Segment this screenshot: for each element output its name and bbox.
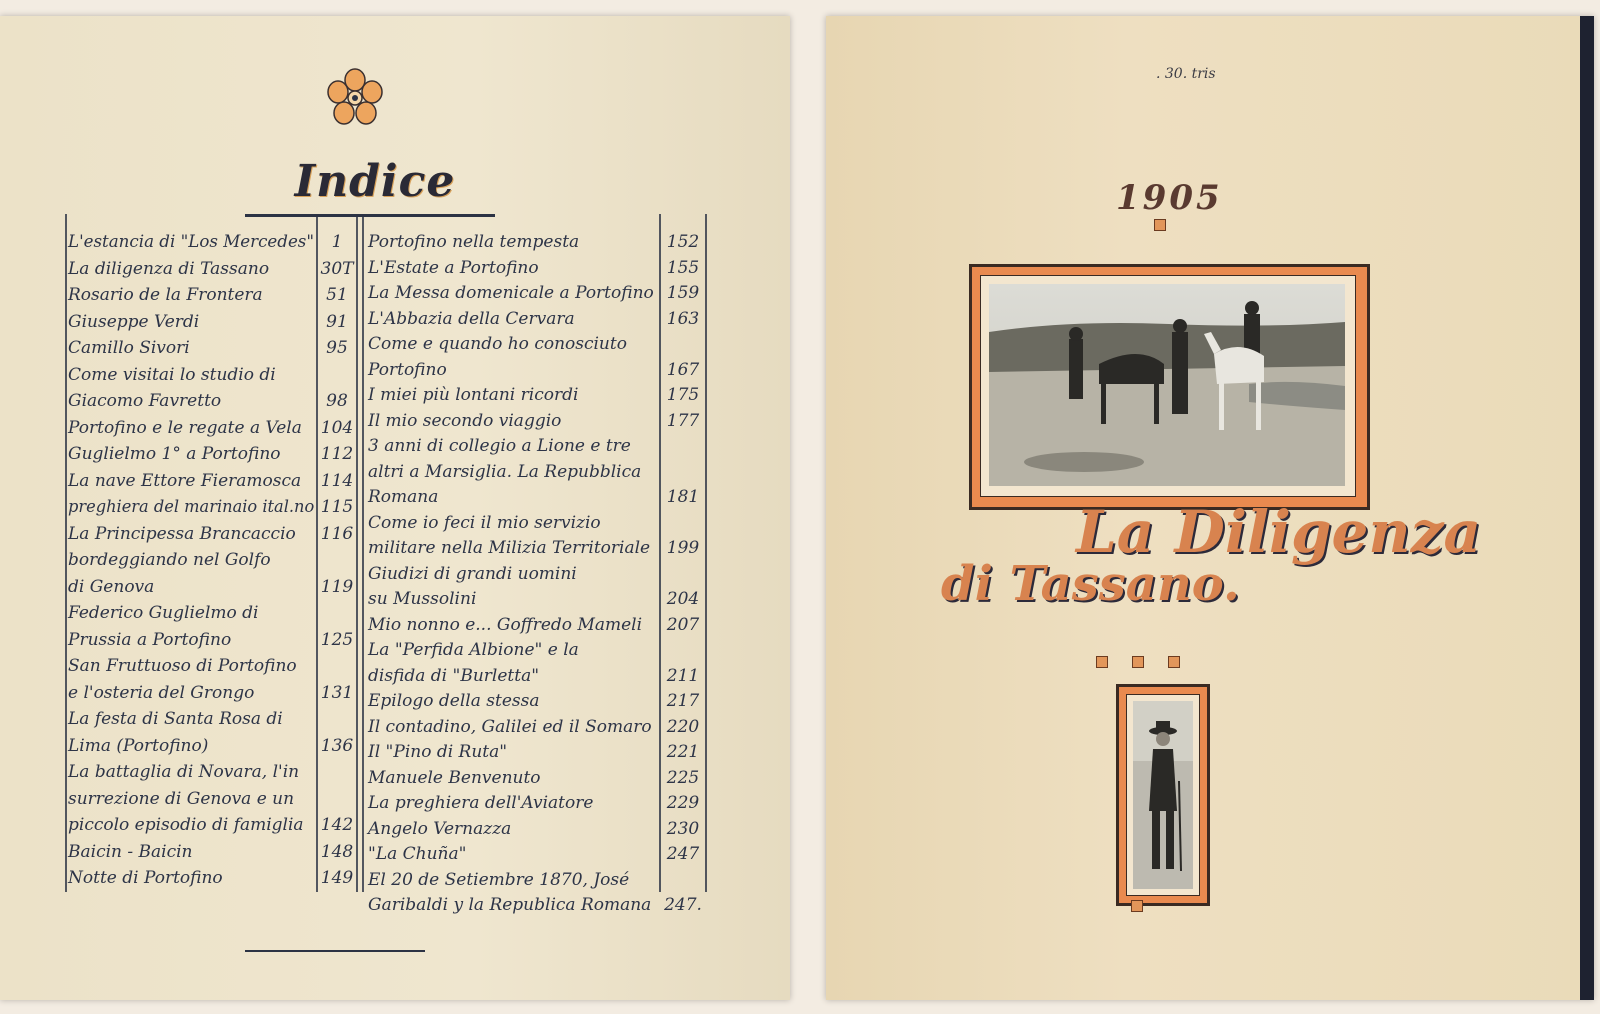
index-entry-title: Come io feci il mio servizio <box>368 512 601 533</box>
index-entry-title: Federico Guglielmo di <box>68 603 259 623</box>
index-entry-page: 125 <box>320 629 354 650</box>
index-entry-title: Portofino <box>368 359 447 380</box>
index-entry-title: militare nella Milizia Territoriale <box>368 538 651 558</box>
index-entry-page: 230 <box>666 818 700 839</box>
index-entry-title: Manuele Benvenuto <box>368 767 541 788</box>
index-entry-page: 177 <box>666 410 700 431</box>
index-entry-page: 95 <box>326 338 348 358</box>
index-entry-title: 3 anni di collegio a Lione e tre <box>368 436 631 456</box>
index-entry-title: e l'osteria del Grongo <box>68 682 255 703</box>
index-entry-page: 199 <box>666 538 700 558</box>
index-entry-title: Il mio secondo viaggio <box>368 410 562 431</box>
chapter-year: 1905 <box>1116 178 1223 218</box>
index-entry-page: 131 <box>320 682 354 703</box>
index-entry-page: 30T <box>320 258 354 279</box>
index-title: Indice <box>294 156 456 207</box>
index-entry-title: Epilogo della stessa <box>368 691 540 711</box>
index-entry-page: 136 <box>320 735 354 756</box>
index-entry-page: 247 <box>666 844 700 864</box>
index-entry-page: 181 <box>666 487 700 507</box>
index-entry-page: 115 <box>320 497 354 517</box>
index-entry-page: 155 <box>666 257 700 278</box>
index-entry-page: 149 <box>320 868 354 888</box>
index-entry-title: La battaglia di Novara, l'in <box>68 762 300 782</box>
cube-ornament-icon <box>1168 656 1180 668</box>
index-entry-title: altri a Marsiglia. La Repubblica <box>368 461 642 482</box>
index-entry-title: Lima (Portofino) <box>68 735 209 756</box>
index-entry-title: Angelo Vernazza <box>368 818 512 839</box>
index-entry-title: Giuseppe Verdi <box>68 311 200 332</box>
index-entry-page: 229 <box>666 793 700 813</box>
index-entry-title: Notte di Portofino <box>68 868 223 888</box>
photo-frame-diligence <box>969 264 1370 510</box>
index-entry-title: preghiera del marinaio ital.no <box>68 497 315 517</box>
index-entry-page: 112 <box>320 444 354 464</box>
index-entry-page: 159 <box>666 283 700 303</box>
index-entry-page: 220 <box>666 716 700 737</box>
index-entry-page: 1 <box>331 232 343 252</box>
index-entry-page: 148 <box>320 841 354 862</box>
index-entry-page: 91 <box>326 311 348 332</box>
index-entry-title: L'estancia di "Los Mercedes" <box>68 232 315 252</box>
index-entry-title: La Messa domenicale a Portofino <box>368 283 654 303</box>
index-entry-title: Rosario de la Frontera <box>68 285 263 305</box>
chapter-title-line1: La Diligenza <box>1076 498 1482 566</box>
index-entry-page: 225 <box>666 767 700 788</box>
diligence-photo <box>989 284 1345 486</box>
index-entry-page: 175 <box>666 385 700 405</box>
index-entry-page: 51 <box>326 285 348 305</box>
index-entry-title: Romana <box>368 487 439 507</box>
bottom-rule <box>245 950 425 952</box>
index-entry-page: 116 <box>320 523 354 544</box>
index-entry-page: 167 <box>666 359 700 380</box>
index-entry-page: 142 <box>320 815 354 835</box>
index-entry-title: La diligenza di Tassano <box>68 258 270 279</box>
index-entry-title: La Principessa Brancaccio <box>68 523 296 544</box>
portrait-photo <box>1133 701 1193 889</box>
index-entry-title: Giudizi di grandi uomini <box>368 563 577 584</box>
right-page <box>826 16 1594 1000</box>
index-entry-title: Come visitai lo studio di <box>68 364 276 385</box>
index-entry-page: 114 <box>320 470 354 491</box>
cube-ornament-icon <box>1096 656 1108 668</box>
index-entry-title: Mio nonno e... Goffredo Mameli <box>368 614 643 635</box>
index-entry-title: Giacomo Favretto <box>68 391 222 411</box>
index-entry-title: L'Estate a Portofino <box>368 257 539 278</box>
page-number: . 30. tris <box>1156 66 1216 82</box>
index-entry-title: Camillo Sivori <box>68 338 190 358</box>
cube-ornament-icon <box>1154 219 1166 231</box>
left-page <box>0 16 790 1000</box>
index-entry-title: El 20 de Setiembre 1870, José <box>368 869 630 890</box>
index-entry-title: Il contadino, Galilei ed il Somaro <box>368 716 652 737</box>
index-entry-title: Portofino e le regate a Vela <box>68 417 302 438</box>
index-entry-title: Baicin - Baicin <box>68 841 193 862</box>
chapter-title-line2: di Tassano. <box>941 556 1240 612</box>
index-entry-page: 204 <box>666 589 700 609</box>
index-entry-title: La nave Ettore Fieramosca <box>68 470 302 491</box>
photo-frame-portrait <box>1116 684 1210 906</box>
index-entry-title: Guglielmo 1° a Portofino <box>68 444 281 464</box>
index-entry-title: Portofino nella tempesta <box>368 232 580 252</box>
index-entry-page: 221 <box>666 742 700 762</box>
index-entry-page: 98 <box>326 391 348 411</box>
index-entry-title: di Genova <box>68 576 155 597</box>
index-entry-page: 104 <box>320 417 354 438</box>
index-entry-title: su Mussolini <box>368 589 477 609</box>
index-entry-title: San Fruttuoso di Portofino <box>68 656 297 676</box>
index-entry-title: disfida di "Burletta" <box>368 665 540 686</box>
index-entry-page: 217 <box>666 691 700 711</box>
index-entry-title: piccolo episodio di famiglia <box>68 815 304 835</box>
index-entry-page: 211 <box>666 665 700 686</box>
index-entry-title: I miei più lontani ricordi <box>368 385 579 405</box>
index-entry-title: bordeggiando nel Golfo <box>68 550 271 570</box>
index-entry-title: La festa di Santa Rosa di <box>68 709 283 729</box>
index-entry-title: L'Abbazia della Cervara <box>368 308 575 329</box>
cube-ornament-icon <box>1132 656 1144 668</box>
index-entry-page: 163 <box>666 308 700 329</box>
index-entry-page: 207 <box>666 614 700 635</box>
index-entry-title: Prussia a Portofino <box>68 629 232 650</box>
index-entry-page: 152 <box>666 232 700 252</box>
index-entry-title: surrezione di Genova e un <box>68 788 295 809</box>
index-entry-title: "La Chuña" <box>368 844 467 864</box>
index-entry-page: 247. <box>664 895 702 915</box>
index-entry-title: Come e quando ho conosciuto <box>368 334 627 354</box>
index-entry-title: La "Perfida Albione" e la <box>368 640 579 660</box>
index-entry-title: Garibaldi y la Republica Romana <box>368 895 652 915</box>
index-entry-title: Il "Pino di Ruta" <box>368 742 508 762</box>
index-entry-title: La preghiera dell'Aviatore <box>368 793 594 813</box>
index-entry-page: 119 <box>320 576 354 597</box>
cube-ornament-icon <box>1131 900 1143 912</box>
